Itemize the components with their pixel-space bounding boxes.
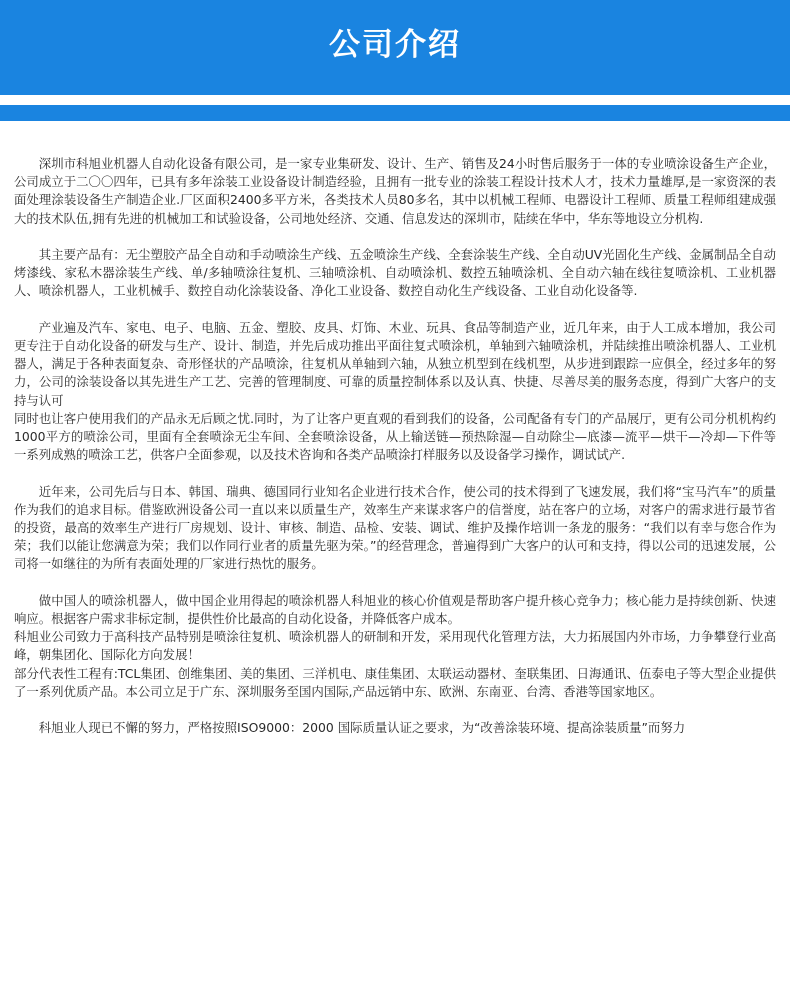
title-banner [0,0,790,95]
core-values-paragraph: 做中国人的喷涂机器人，做中国企业用得起的喷涂机器人科旭业的核心价值观是帮助客户提升核心竞争力；核心能力是持续创新、快速响应。根据客户需求非标定制，提供性价比最高的自动化设备，并降低客户成本。 [14,592,776,627]
industries-block [14,319,776,465]
development-paragraph: 科旭业公司致力于高科技产品特别是喷涂往复机、喷涂机器人的研制和开发，采用现代化管理方法，大力拓展国内外市场，力争攀登行业高峰，朝集团化、国际化方向发展！ [14,629,776,663]
showroom-paragraph: 同时也让客户使用我们的产品永无后顾之忧.同时，为了让客户更直观的看到我们的设备，公司配备有专门的产品展厅，更有公司分机机构约1000平方的喷涂公司，里面有全套喷涂无尘车间、全套喷涂设备，从上输送链—预热除湿—自动除尘—底漆—流平—烘干—冷却—下件等一系列成熟的喷涂工艺，供客户全面参观，以及技术咨询和各类产品喷涂打样服务以及设备学习操作，调试试产. [14,410,776,463]
values-block [14,592,776,701]
banner-underline-bar [0,105,790,121]
products-paragraph: 其主要产品有：无尘塑胶产品全自动和手动喷涂生产线、五金喷涂生产线、全套涂装生产线、全自动UV光固化生产线、金属制品全自动烤漆线、家私木器涂装生产线、单/多轴喷涂往复机、三轴喷涂机、自动喷涂机、数控五轴喷涂机、全自动六轴在线往复喷涂机、工业机器人、喷涂机器人，工业机械手、数控自动化涂装设备、净化工业设备、数控自动化生产线设备、工业自动化设备等. [14,247,776,299]
page-title: 公司介绍 [329,27,461,63]
projects-paragraph: 部分代表性工程有:TCL集团、创维集团、美的集团、三洋机电、康佳集团、太联运动器材、奎联集团、日海通讯、伍泰电子等大型企业提供了一系列优质产品。本公司立足于广东、深圳服务至国内国际,产品远销中东、欧洲、东南亚、台湾、香港等国家地区。 [14,665,776,699]
banner-divider [0,95,790,105]
intro-paragraph: 深圳市科旭业机器人自动化设备有限公司，是一家专业集研发、设计、生产、销售及24小时售后服务于一体的专业喷涂设备生产企业，公司成立于二〇〇四年，已具有多年涂装工业设备设计制造经验，且拥有一批专业的涂装工程设计技术人才，技术力量雄厚,是一家资深的表面处理涂装设备生产制造企业.厂区面积2400多平方米，各类技术人员80多名，其中以机械工程师、电器设计工程师、质量工程师组建成强大的技术队伍,拥有先进的机械加工和试验设备，公司地处经济、交通、信息发达的深圳市，陆续在华中，华东等地设立分机构. [14,156,776,226]
industries-paragraph: 产业遍及汽车、家电、电子、电脑、五金、塑胶、皮具、灯饰、木业、玩具、食品等制造产业，近几年来，由于人工成本增加，我公司更专注于自动化设备的研发与生产、设计、制造，并先后成功推出平面往复式喷涂机，单轴到六轴喷涂机，并陆续推出喷涂机器人、工业机器人，满足于各种表面复杂、奇形怪状的产品喷涂，往复机从单轴到六轴，从独立机型到在线机型，从步进到跟踪一应俱全，经过多年的努力，公司的涂装设备以其先进生产工艺、完善的管理制度、可靠的质量控制体系以及认真、快捷、尽善尽美的服务态度，得到广大客户的支持与认可 [14,319,776,408]
cooperation-paragraph: 近年来，公司先后与日本、韩国、瑞典、德国同行业知名企业进行技术合作，使公司的技术得到了飞速发展，我们将“宝马汽车”的质量作为我们的追求目标。借鉴欧洲设备公司一直以来以质量生产，效率生产来谋求客户的信誉度，站在客户的立场，对客户的需求进行最节省的投资，最高的效率生产进行厂房规划、设计、审核、制造、品检、安装、调试、维护及操作培训一条龙的服务：“我们以有幸与您合作为荣；我们以能让您满意为荣；我们以作同行业者的质量先驱为荣。”的经营理念，普遍得到广大客户的认可和支持，得以公司的迅速发展，公司将一如继往的为所有表面处理的厂家进行热忱的服务。 [14,483,776,572]
company-intro-body [14,155,776,756]
quality-paragraph: 科旭业人现已不懈的努力，严格按照ISO9000：2000 国际质量认证之要求，为“改善涂装环境、提高涂装质量”而努力 [38,720,686,736]
